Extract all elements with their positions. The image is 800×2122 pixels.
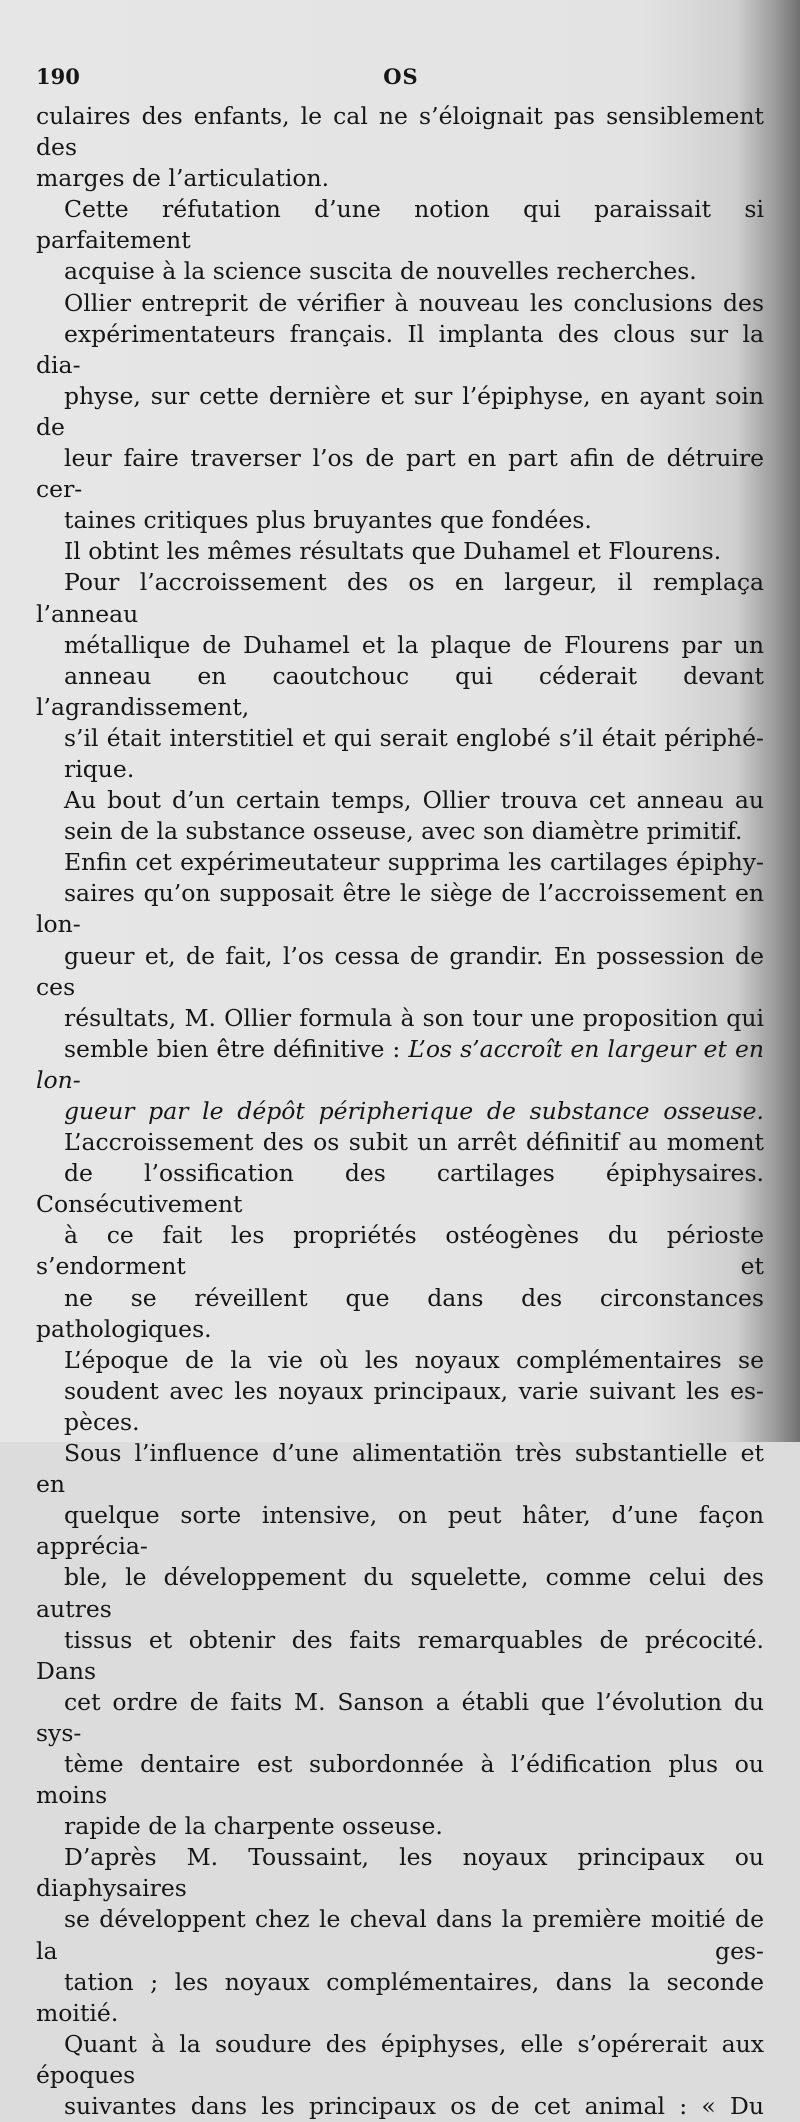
text-line: se développent chez le cheval dans la première moitié de la ges- [36, 1905, 764, 1965]
text-line: cet ordre de faits M. Sanson a établi que l’évolution du sys- [36, 1687, 764, 1747]
text-line: rapide de la charpente osseuse. [64, 1812, 443, 1841]
text-line: Sous l’influence d’une alimentatiön très substantielle et en [36, 1439, 764, 1499]
text-line: résultats, M. Ollier formula à son tour une proposition qui [64, 1003, 764, 1032]
paragraph-10 [36, 1438, 764, 1842]
text-line: taines critiques plus bruyantes que fondées. [64, 506, 592, 535]
text-line: saires qu’on supposait être le siège de l’accroissement en lon- [36, 879, 764, 939]
text-line: tissus et obtenir des faits remarquables de précocité. Dans [36, 1625, 764, 1685]
text-line: gueur et, de fait, l’os cessa de grandir. En possession de ces [36, 941, 764, 1001]
paragraph-11 [36, 1842, 764, 2122]
text-line: métallique de Duhamel et la plaque de Flourens par un [64, 630, 764, 659]
paragraph-1 [36, 101, 764, 194]
paragraph-9 [36, 1345, 764, 1438]
roman-run: semble bien être définitive : [64, 1034, 409, 1063]
text-line: Cette réfutation d’une notion qui paraissait si parfaitement [36, 195, 764, 255]
text-line: culaires des enfants, le cal ne s’éloignait pas sensiblement des [36, 102, 764, 162]
text-line: tème dentaire est subordonnée à l’édification plus ou moins [36, 1749, 764, 1810]
body-text [36, 101, 764, 2122]
paragraph-5 [36, 567, 764, 785]
text-line: soudent avec les noyaux principaux, varie suivant les es- [64, 1376, 764, 1405]
text-line: Enfin cet expérimeutateur supprima les cartilages épiphy- [64, 848, 764, 877]
text-line: physe, sur cette dernière et sur l’épiphyse, en ayant soin de [36, 381, 764, 441]
text-line: rique. [64, 754, 135, 783]
text-line: s’il était interstitiel et qui serait englobé s’il était périphé- [64, 723, 764, 752]
text-line: L’époque de la vie où les noyaux complémentaires se [64, 1345, 764, 1374]
running-head: OS [383, 64, 419, 89]
italic-proposition: L’os s’accroît en largeur et en lon- [36, 1034, 764, 1094]
text-line: suivantes dans les principaux os de cet animal : « Du [64, 2092, 764, 2120]
text-line: anneau en caoutchouc qui céderait devant l’agrandissement, [36, 661, 764, 721]
text-line: Pour l’accroissement des os en largeur, il remplaça l’anneau [36, 568, 764, 628]
text-line: L’accroissement des os subit un arrêt définitif au moment [64, 1128, 764, 1157]
text-line: ne se réveillent que dans des circonstances pathologiques. [36, 1283, 764, 1343]
text-line: marges de l’articulation. [36, 164, 330, 193]
text-line: de l’ossification des cartilages épiphysaires. Consécutivement [36, 1159, 764, 1219]
italic-proposition: gueur par le dépôt péripherique de substance osseuse. [64, 1097, 764, 1125]
text-line: D’après M. Toussaint, les noyaux principaux ou diaphysaires [36, 1843, 764, 1903]
paragraph-3 [36, 288, 764, 537]
text-line: leur faire traverser l’os de part en part afin de détruire cer- [36, 444, 764, 504]
text-line: Au bout d’un certain temps, Ollier trouva cet anneau au [64, 786, 764, 815]
text-line: quelque sorte intensive, on peut hâter, d’une façon apprécia- [36, 1501, 764, 1561]
text-line: ble, le développement du squelette, comme celui des autres [36, 1563, 764, 1623]
text-line: tation ; les noyaux complémentaires, dans la seconde moitié. [36, 1967, 764, 2027]
text-line [36, 1096, 764, 1127]
page-header [36, 64, 766, 98]
text-line: à ce fait les propriétés ostéogènes du périoste s’endorment et [36, 1221, 764, 1281]
paragraph-2 [36, 194, 764, 287]
paragraph-7 [36, 847, 764, 1127]
text-line: pèces. [64, 1407, 140, 1436]
text-line: Il obtint les mêmes résultats que Duhamel et Flourens. [64, 537, 722, 566]
paragraph-4 [36, 536, 764, 567]
text-line: acquise à la science suscita de nouvelles recherches. [64, 257, 697, 286]
text-line: Quant à la soudure des épiphyses, elle s’opérerait aux époques [36, 2029, 764, 2089]
text-line-mixed [36, 1034, 764, 1096]
text-line: expérimentateurs français. Il implanta des clous sur la dia- [36, 319, 764, 379]
paragraph-6 [36, 785, 764, 847]
page-number: 190 [36, 64, 80, 89]
paragraph-8 [36, 1127, 764, 1345]
text-line: Ollier entreprit de vérifier à nouveau les conclusions des [64, 288, 764, 317]
text-line: sein de la substance osseuse, avec son diamètre primitif. [64, 817, 743, 846]
